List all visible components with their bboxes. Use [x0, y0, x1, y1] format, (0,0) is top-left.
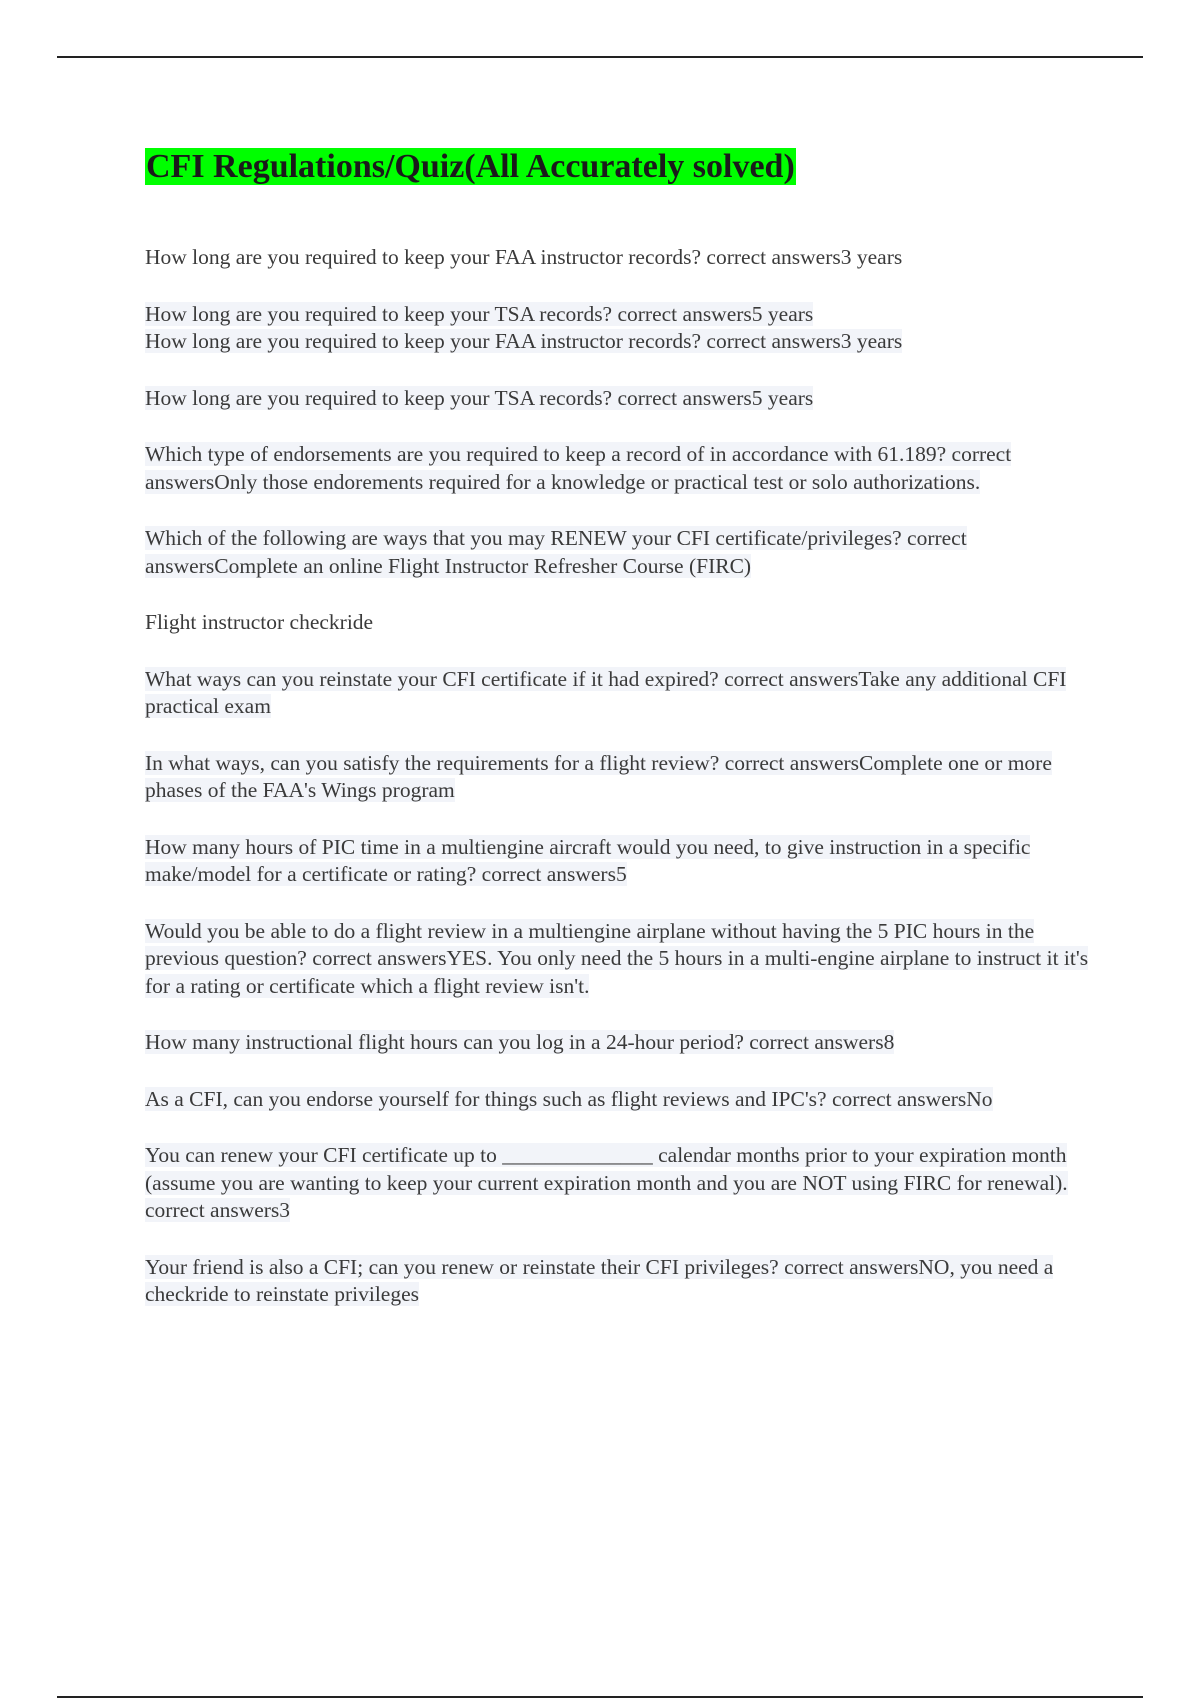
bottom-rule — [57, 1696, 1143, 1698]
qa-paragraph-1 — [145, 244, 1105, 272]
qa-text: As a CFI, can you endorse yourself for things such as flight reviews and IPC's? correct answersNo — [145, 1086, 993, 1111]
qa-text: Which of the following are ways that you may RENEW your CFI certificate/privileges? correct answersComplete an online Flight Instructor Refresher Course (FIRC) — [145, 526, 967, 578]
qa-text: Your friend is also a CFI; can you renew or reinstate their CFI privileges? correct answersNO, you need a checkride to reinstate privileges — [145, 1254, 1054, 1306]
qa-paragraph-15 — [145, 1254, 1105, 1309]
qa-paragraph-9 — [145, 750, 1105, 805]
qa-paragraph-8 — [145, 666, 1105, 721]
qa-paragraph-12 — [145, 1029, 1105, 1057]
qa-text: How many instructional flight hours can you log in a 24-hour period? correct answers8 — [145, 1030, 895, 1054]
qa-text: How long are you required to keep your TSA records? correct answers5 years — [145, 385, 814, 410]
qa-text: You can renew your CFI certificate up to ______________ calendar months prior to your expiration month (assume you are wanting to keep your current expiration month and you are NOT using FIRC for renewal). correct answers3 — [145, 1143, 1068, 1222]
qa-text: Would you be able to do a flight review in a multiengine airplane without having the 5 PIC hours in the previous question? correct answersYES. You only need the 5 hours in a multi-engine airplane to instruct it it's for a rating or certificate which a flight review isn't. — [145, 918, 1089, 998]
document-title-text: CFI Regulations/Quiz(All Accurately solved) — [146, 148, 795, 185]
qa-paragraph-14 — [145, 1142, 1105, 1225]
top-rule — [57, 56, 1143, 58]
qa-paragraph-3 — [145, 328, 1105, 356]
qa-paragraph-11 — [145, 918, 1105, 1001]
document-title — [145, 146, 796, 188]
qa-text: How long are you required to keep your FAA instructor records? correct answers3 years — [145, 329, 903, 353]
qa-text: In what ways, can you satisfy the requirements for a flight review? correct answersComplete one or more phases of the FAA's Wings program — [145, 750, 1052, 802]
qa-paragraph-4 — [145, 385, 1105, 413]
qa-text: How long are you required to keep your TSA records? correct answers5 years — [145, 301, 814, 326]
qa-text: Which type of endorsements are you required to keep a record of in accordance with 61.189? correct answersOnly those endorements required for a knowledge or practical test or solo authorizations. — [145, 442, 1012, 494]
qa-paragraph-7 — [145, 609, 1105, 637]
qa-text: How long are you required to keep your FAA instructor records? correct answers3 years — [145, 245, 903, 269]
qa-paragraph-2 — [145, 301, 1105, 329]
qa-paragraph-5 — [145, 441, 1105, 496]
document-body — [145, 244, 1105, 1309]
qa-text: What ways can you reinstate your CFI certificate if it had expired? correct answersTake any additional CFI practical exam — [145, 666, 1067, 718]
qa-paragraph-6 — [145, 525, 1105, 580]
qa-paragraph-13 — [145, 1086, 1105, 1114]
qa-text: Flight instructor checkride — [145, 610, 374, 634]
qa-text: How many hours of PIC time in a multiengine aircraft would you need, to give instruction in a specific make/model for a certificate or rating? correct answers5 — [145, 834, 1031, 886]
qa-paragraph-10 — [145, 834, 1105, 889]
